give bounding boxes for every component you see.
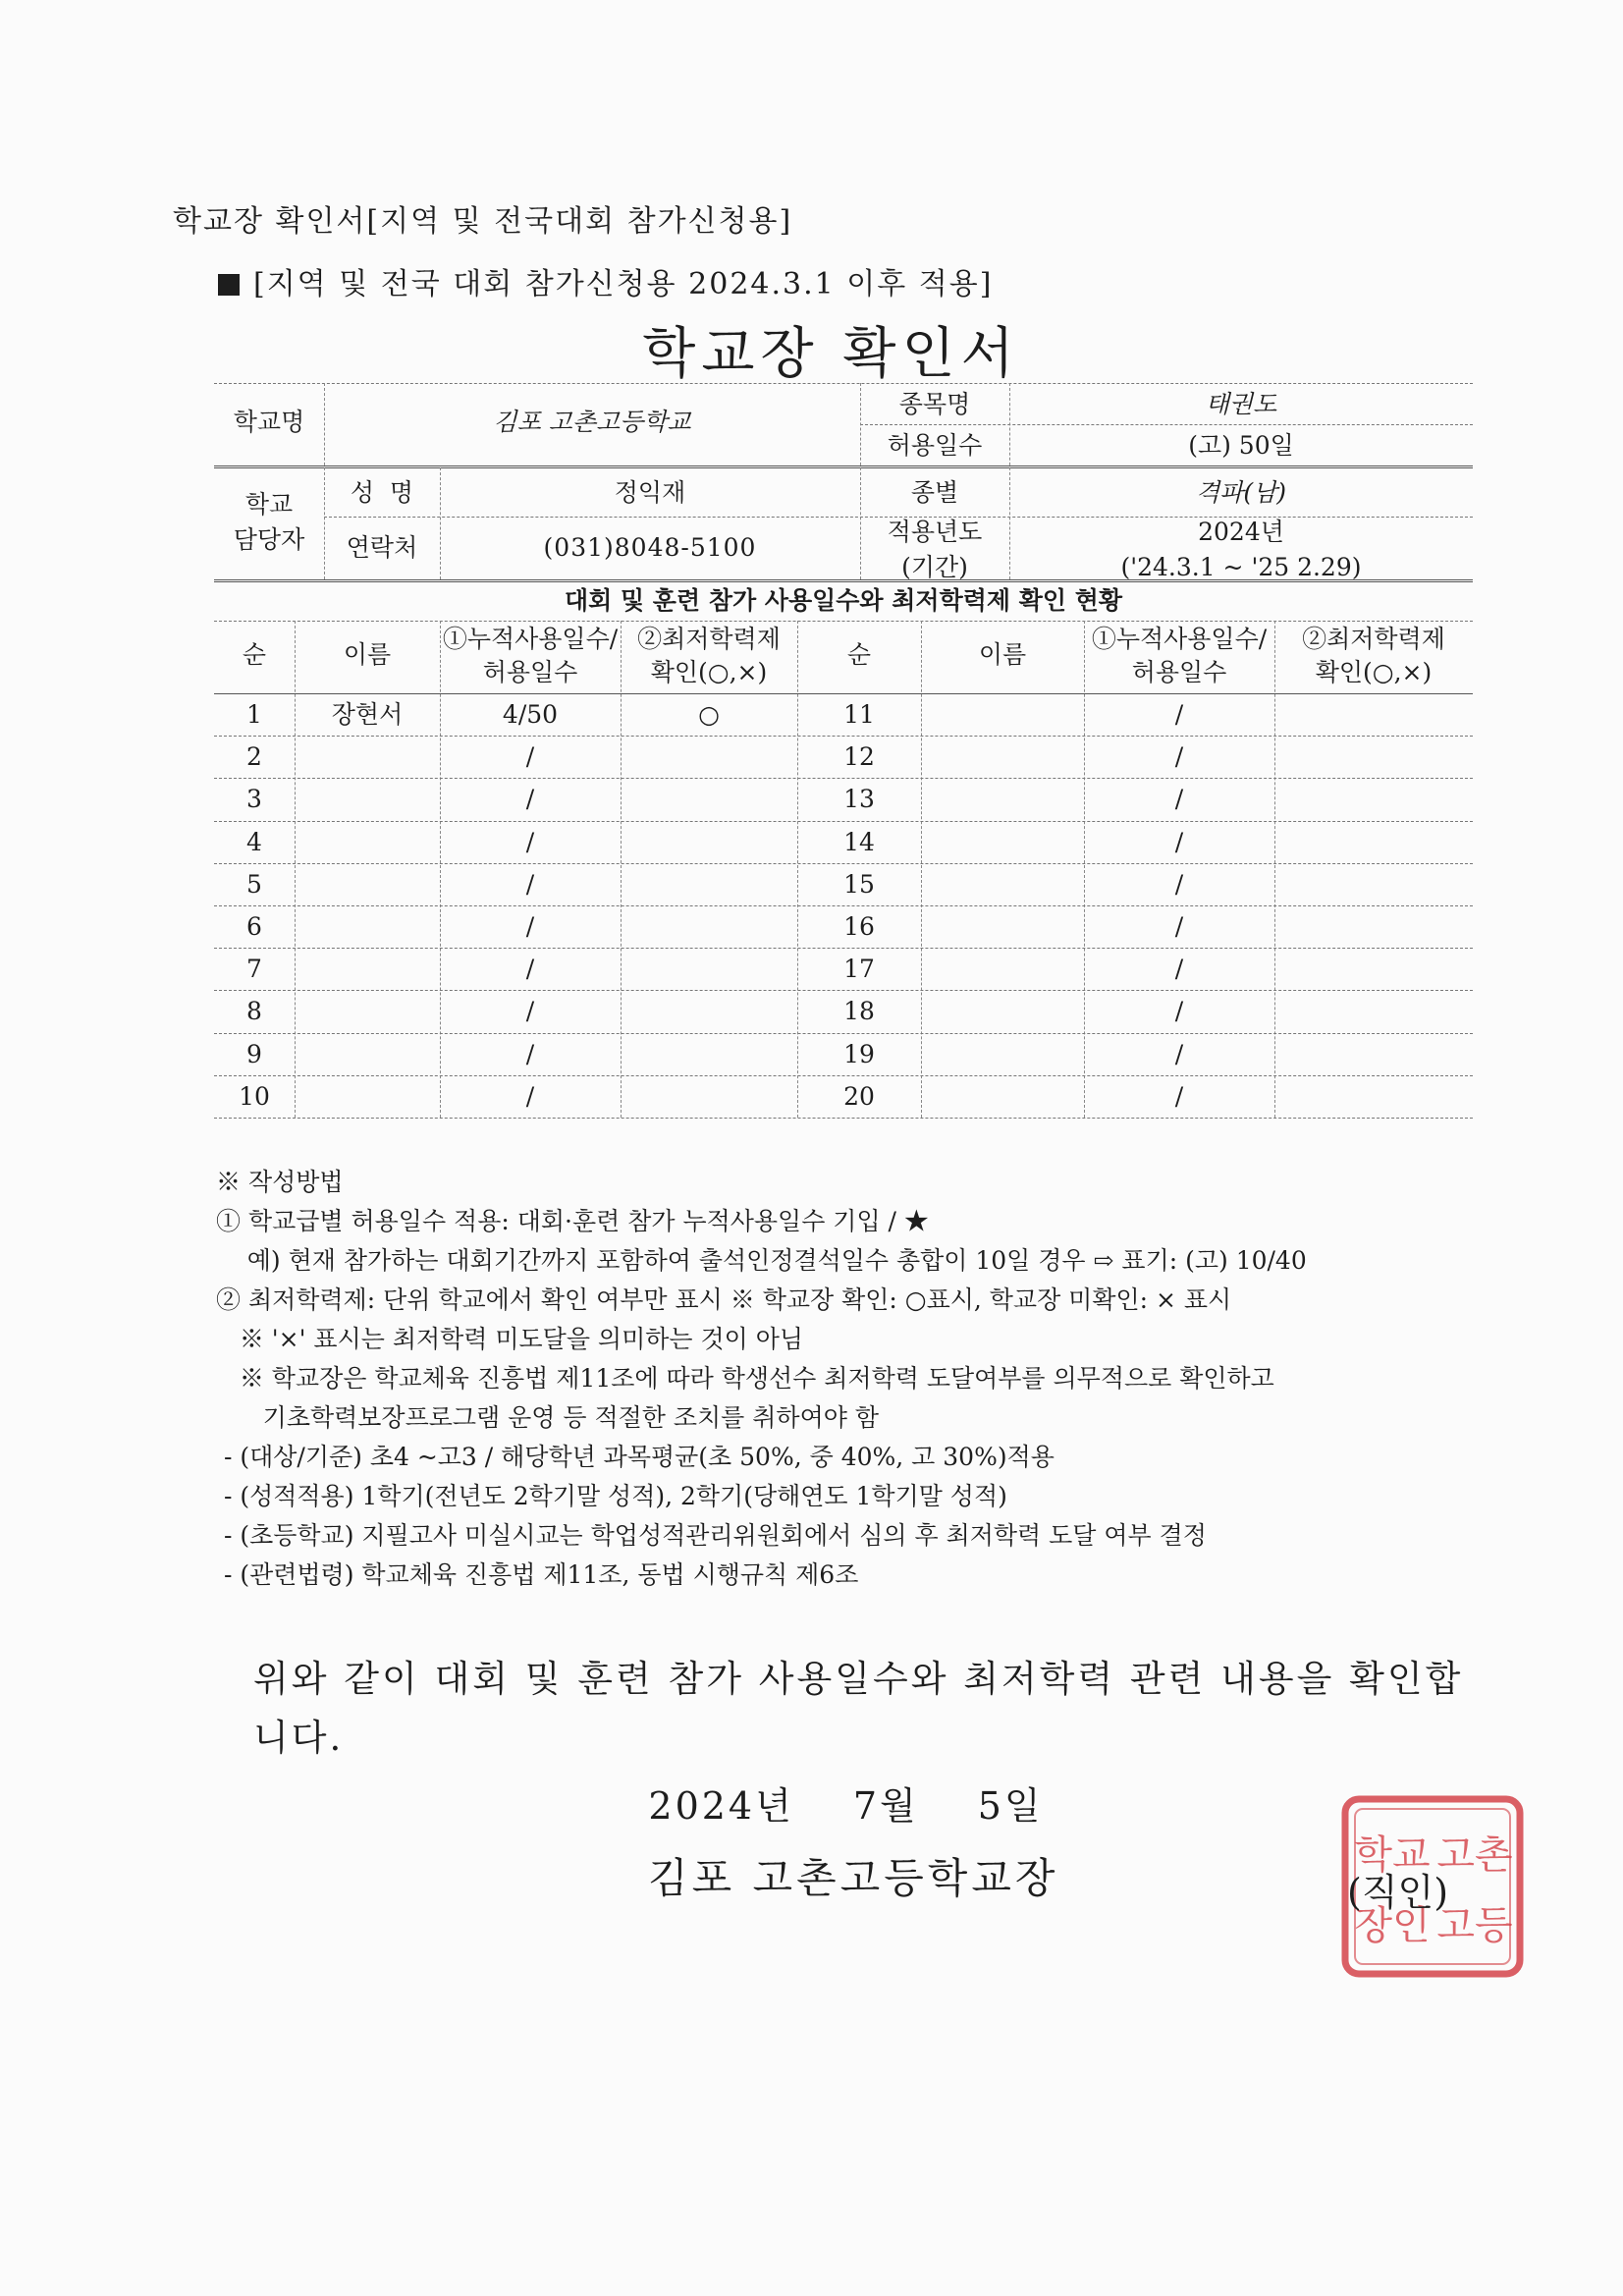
type-value: 격파(남) — [1196, 478, 1286, 507]
seal-text: 고촌 — [1436, 1832, 1513, 1878]
status-heading: 대회 및 훈련 참가 사용일수와 최저학력제 확인 현황 — [564, 586, 1123, 615]
table-cell-no: 6 — [246, 912, 262, 941]
instruction-line: - (초등학교) 지필고사 미실시교는 학업성적관리위원회에서 심의 후 최저학력 도달 여부 결정 — [216, 1521, 1207, 1550]
table-border — [214, 948, 1473, 949]
table-cell-no: 9 — [246, 1039, 262, 1068]
table-cell-check: ○ — [698, 700, 720, 729]
table-cell-no: 10 — [239, 1081, 270, 1111]
instruction-line: ※ '×' 표시는 최저학력 미도달을 의미하는 것이 아님 — [216, 1325, 804, 1353]
table-cell-days: / — [1174, 1081, 1184, 1111]
table-header-cell — [295, 638, 440, 672]
seal-text: 학교 — [1354, 1832, 1431, 1878]
table-border — [214, 1118, 1473, 1119]
table-cell-days: / — [525, 997, 535, 1026]
sport-value: 태권도 — [1205, 390, 1277, 418]
instruction-line: ① 학교급별 허용일수 적용: 대회·훈련 참가 누적사용일수 기입 / ★ — [216, 1207, 929, 1235]
table-header-label: 순 — [242, 640, 267, 669]
date-year: 2024년 — [648, 1784, 794, 1828]
contact-value: (031)8048-5100 — [543, 533, 757, 562]
table-cell-days: / — [525, 1081, 535, 1111]
table-cell-no: 17 — [843, 955, 875, 984]
year-label-line2: (기간) — [901, 553, 968, 582]
name-label: 성 명 — [350, 478, 414, 507]
table-border — [295, 621, 296, 1118]
table-header-label: 이름 — [343, 640, 392, 669]
table-header-cell — [621, 623, 797, 689]
table-border — [214, 621, 1473, 622]
table-header-label: 허용일수 — [482, 658, 578, 686]
table-header-label: 허용일수 — [1131, 658, 1227, 686]
year-value — [1009, 515, 1473, 586]
table-cell-days: / — [1174, 700, 1184, 729]
table-header-cell — [214, 638, 295, 672]
table-border — [621, 621, 622, 1118]
table-header-cell — [921, 638, 1084, 672]
name-value: 정익재 — [614, 478, 686, 507]
table-cell-days: / — [1174, 827, 1184, 856]
seal-text: 고등 — [1436, 1903, 1513, 1948]
table-border — [214, 905, 1473, 906]
confirmation-text: 위와 같이 대회 및 훈련 참가 사용일수와 최저학력 관련 내용을 확인합니다. — [253, 1658, 1464, 1759]
table-cell-days: / — [1174, 912, 1184, 941]
school-name: 김포 고촌고등학교 — [493, 408, 691, 436]
table-cell-days: / — [1174, 869, 1184, 899]
table-border — [214, 778, 1473, 779]
year-value-line2: ('24.3.1 ~ '25 2.29) — [1120, 553, 1362, 582]
table-cell-days: 4/50 — [502, 700, 559, 729]
table-cell-name: 장현서 — [331, 700, 404, 729]
table-cell-no: 16 — [843, 912, 875, 941]
table-cell-no: 12 — [843, 742, 875, 772]
instruction-line: 예) 현재 참가하는 대회기간까지 포함하여 출석인정결석일수 총합이 10일 경우 ⇨ 표기: (고) 10/40 — [216, 1246, 1307, 1275]
sub-header — [218, 259, 993, 302]
table-cell-no: 2 — [246, 742, 262, 772]
table-border — [214, 383, 1473, 384]
school-label: 학교명 — [233, 408, 305, 436]
type-label: 종별 — [910, 478, 959, 507]
table-header-label: ①누적사용일수/ — [1091, 625, 1268, 653]
date-day: 5일 — [977, 1784, 1044, 1828]
manager-label-line1: 학교 — [244, 490, 294, 519]
days-label: 허용일수 — [887, 431, 983, 460]
instruction-line: - (대상/기준) 초4 ~고3 / 해당학년 과목평균(초 50%, 중 40%, 고 30%)적용 — [216, 1443, 1055, 1471]
instructions — [216, 1163, 1307, 1595]
sub-header-text: [지역 및 전국 대회 참가신청용 2024.3.1 이후 적용] — [253, 267, 994, 301]
table-header-cell — [797, 638, 921, 672]
contact-label: 연락처 — [346, 533, 418, 562]
table-header-label: 이름 — [978, 640, 1027, 669]
table-header-cell — [1084, 623, 1274, 689]
table-cell-days: / — [525, 827, 535, 856]
seal-mark: (직인) — [1347, 1871, 1449, 1914]
table-border — [214, 863, 1473, 864]
table-header-label: ②최저학력제 — [637, 625, 781, 653]
table-cell-no: 13 — [843, 785, 875, 814]
year-value-line1: 2024년 — [1198, 518, 1284, 546]
table-cell-no: 19 — [843, 1039, 875, 1068]
days-value: (고) 50일 — [1188, 431, 1294, 460]
table-header-label: 확인(○,×) — [650, 658, 768, 686]
table-border — [214, 736, 1473, 737]
table-cell-no: 8 — [246, 997, 262, 1026]
table-border — [214, 1075, 1473, 1076]
table-border — [214, 693, 1473, 694]
table-cell-no: 18 — [843, 997, 875, 1026]
signer: 김포 고촌고등학교장 — [648, 1854, 1059, 1902]
table-cell-days: / — [525, 742, 535, 772]
instruction-line: ② 최저학력제: 단위 학교에서 확인 여부만 표시 ※ 학교장 확인: ○표시, 학교장 미확인: × 표시 — [216, 1285, 1232, 1314]
table-border — [214, 990, 1473, 991]
table-header-label: ②최저학력제 — [1302, 625, 1445, 653]
table-cell-days: / — [525, 955, 535, 984]
table-header-label: 확인(○,×) — [1315, 658, 1433, 686]
table-border — [214, 465, 1473, 468]
table-header-cell — [440, 623, 621, 689]
table-cell-days: / — [525, 785, 535, 814]
instruction-line: ※ 학교장은 학교체육 진흥법 제11조에 따라 학생선수 최저학력 도달여부를 의무적으로 확인하고 — [216, 1364, 1274, 1393]
sport-label: 종목명 — [898, 390, 971, 418]
manager-label — [214, 487, 324, 559]
table-cell-no: 7 — [246, 955, 262, 984]
table-cell-no: 11 — [843, 700, 875, 729]
seal-text: 장인 — [1354, 1903, 1431, 1948]
table-cell-days: / — [1174, 742, 1184, 772]
instruction-line: - (성적적용) 1학기(전년도 2학기말 성적), 2학기(당해연도 1학기말 성적) — [216, 1482, 1007, 1510]
manager-label-line2: 담당자 — [233, 525, 305, 555]
table-cell-days: / — [525, 1039, 535, 1068]
table-border — [860, 424, 1473, 425]
instruction-line: - (관련법령) 학교체육 진흥법 제11조, 동법 시행규칙 제6조 — [216, 1560, 859, 1589]
table-cell-no: 5 — [246, 869, 262, 899]
table-border — [921, 621, 922, 1118]
square-bullet-icon — [218, 274, 240, 296]
table-cell-days: / — [1174, 997, 1184, 1026]
table-cell-no: 3 — [246, 785, 262, 814]
table-header-cell — [1274, 623, 1473, 689]
table-header-label: ①누적사용일수/ — [442, 625, 619, 653]
table-border — [214, 1033, 1473, 1034]
table-cell-days: / — [1174, 785, 1184, 814]
table-cell-no: 20 — [843, 1081, 875, 1111]
year-label — [860, 515, 1009, 586]
table-cell-no: 1 — [246, 700, 262, 729]
year-label-line1: 적용년도 — [887, 518, 983, 546]
table-border — [214, 821, 1473, 822]
table-cell-no: 15 — [843, 869, 875, 899]
table-header-label: 순 — [846, 640, 872, 669]
document-header: 학교장 확인서[지역 및 전국대회 참가신청용] — [173, 204, 793, 239]
instruction-line: 기초학력보장프로그램 운영 등 적절한 조치를 취하여야 함 — [216, 1403, 879, 1432]
table-cell-no: 4 — [246, 827, 262, 856]
table-cell-days: / — [1174, 955, 1184, 984]
table-cell-days: / — [525, 869, 535, 899]
table-cell-days: / — [525, 912, 535, 941]
page-title: 학교장 확인서 — [642, 322, 1020, 386]
table-border — [1274, 621, 1275, 1118]
date-month: 7월 — [852, 1784, 919, 1828]
table-cell-no: 14 — [843, 827, 875, 856]
table-cell-days: / — [1174, 1039, 1184, 1068]
instruction-line: ※ 작성방법 — [216, 1168, 344, 1196]
